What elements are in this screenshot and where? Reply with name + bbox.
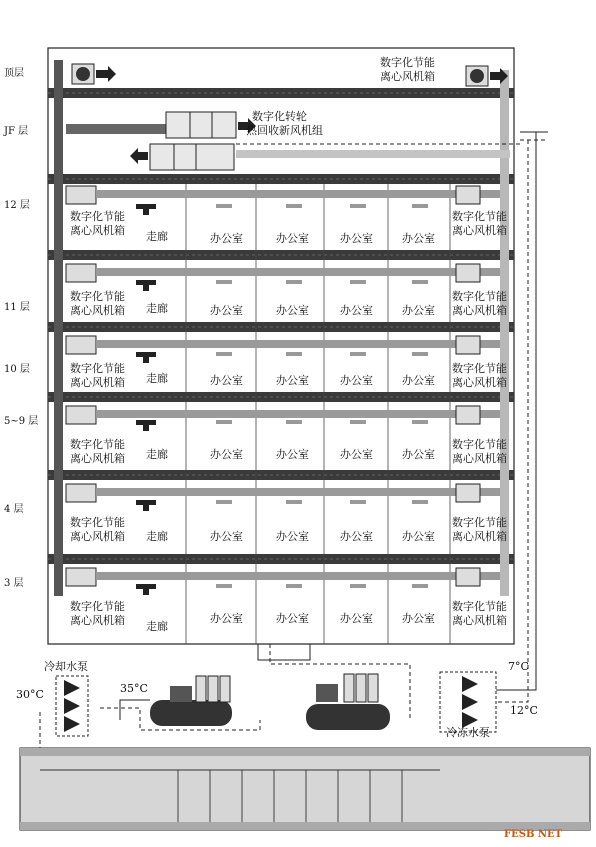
fan-label-11-left-1: 数字化节能 [70,290,125,303]
fan-label-12-right-1: 数字化节能 [452,210,507,223]
floor-label-5-9: 5~9 层 [4,416,39,427]
corridor-11: 走廊 [146,302,168,315]
office-4-3: 办公室 [340,530,373,543]
office-3-3: 办公室 [340,612,373,625]
heat-recovery-label-1: 数字化转轮 [252,110,307,123]
office-4-4: 办公室 [402,530,435,543]
chiller-right [306,674,390,730]
chilled-pump-label: 冷冻水泵 [446,726,490,739]
cooling-water-pumps [56,676,88,736]
fan-label-10-left-2: 离心风机箱 [70,376,125,389]
office-5-9-3: 办公室 [340,448,373,461]
fan-label-4-left-1: 数字化节能 [70,516,125,529]
fan-label-10-right-2: 离心风机箱 [452,376,507,389]
fan-label-11-right-1: 数字化节能 [452,290,507,303]
office-10-3: 办公室 [340,374,373,387]
fan-label-3-right-2: 离心风机箱 [452,614,507,627]
fan-label-10-right-1: 数字化节能 [452,362,507,375]
office-4-1: 办公室 [210,530,243,543]
fan-label-12-right-2: 离心风机箱 [452,224,507,237]
floor-label-3: 3 层 [4,578,24,589]
office-10-4: 办公室 [402,374,435,387]
ground-pipe [20,748,590,830]
office-5-9-2: 办公室 [276,448,309,461]
office-11-4: 办公室 [402,304,435,317]
floor-label-jf: JF 层 [4,126,29,137]
left-duct-riser [54,60,63,596]
floor-label-top: 顶层 [4,68,24,79]
corridor-12: 走廊 [146,230,168,243]
fan-label-5-9-left-2: 离心风机箱 [70,452,125,465]
office-5-9-4: 办公室 [402,448,435,461]
office-11-3: 办公室 [340,304,373,317]
fan-label-12-left-2: 离心风机箱 [70,224,125,237]
fan-label-5-9-left-1: 数字化节能 [70,438,125,451]
corridor-5-9: 走廊 [146,448,168,461]
corridor-3: 走廊 [146,620,168,633]
top-fan-label-2: 离心风机箱 [380,70,435,83]
fan-label-3-right-1: 数字化节能 [452,600,507,613]
fan-label-12-left-1: 数字化节能 [70,210,125,223]
floor-label-11: 11 层 [4,302,30,313]
fan-label-5-9-right-1: 数字化节能 [452,438,507,451]
office-5-9-1: 办公室 [210,448,243,461]
office-12-3: 办公室 [340,232,373,245]
fan-label-3-left-1: 数字化节能 [70,600,125,613]
chilled-supply-temp: 7°C [508,660,529,673]
fan-label-11-right-2: 离心风机箱 [452,304,507,317]
footer-logo: FESB NET [504,829,563,840]
heat-recovery-label-2: 热回收新风机组 [246,124,323,137]
top-fan-label-1: 数字化节能 [380,56,435,69]
office-12-2: 办公室 [276,232,309,245]
office-3-2: 办公室 [276,612,309,625]
office-11-2: 办公室 [276,304,309,317]
fan-label-4-left-2: 离心风机箱 [70,530,125,543]
corridor-10: 走廊 [146,372,168,385]
cooling-supply-temp: 30°C [16,688,44,701]
office-12-4: 办公室 [402,232,435,245]
fan-label-5-9-right-2: 离心风机箱 [452,452,507,465]
chilled-water-pumps [440,672,496,732]
floor-label-4: 4 层 [4,504,24,515]
office-10-2: 办公室 [276,374,309,387]
fan-label-3-left-2: 离心风机箱 [70,614,125,627]
chilled-return-temp: 12°C [510,704,538,717]
corridor-4: 走廊 [146,530,168,543]
fan-label-11-left-2: 离心风机箱 [70,304,125,317]
fan-label-4-right-2: 离心风机箱 [452,530,507,543]
office-4-2: 办公室 [276,530,309,543]
office-11-1: 办公室 [210,304,243,317]
cooling-return-temp: 35°C [120,682,148,695]
chiller-left [150,676,232,726]
cooling-pump-label: 冷却水泵 [44,660,88,673]
office-3-4: 办公室 [402,612,435,625]
floor-label-10: 10 层 [4,364,30,375]
floor-label-12: 12 层 [4,200,30,211]
office-3-1: 办公室 [210,612,243,625]
fan-label-10-left-1: 数字化节能 [70,362,125,375]
fan-label-4-right-1: 数字化节能 [452,516,507,529]
office-10-1: 办公室 [210,374,243,387]
office-12-1: 办公室 [210,232,243,245]
